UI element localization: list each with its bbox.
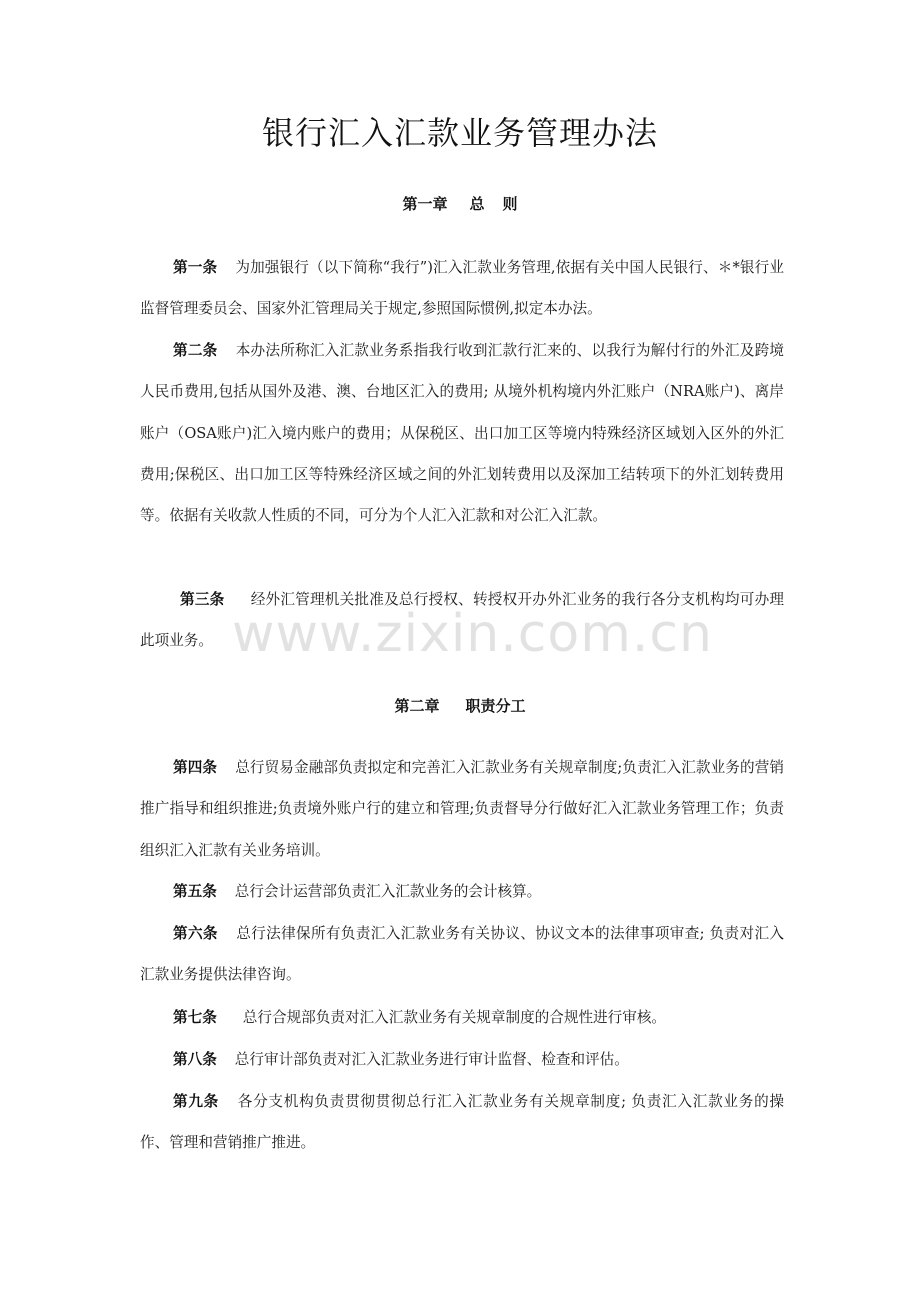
article-text: 总行法律保所有负责汇入汇款业务有关协议、协议文本的法律事项审查; 负责对汇入汇款业务提供法律咨询。 — [140, 925, 784, 984]
article-label: 第五条 — [173, 883, 217, 900]
article-3 — [140, 579, 784, 662]
watermark-text: www.zixin.com.cn — [232, 604, 713, 664]
article-label: 第八条 — [173, 1051, 217, 1068]
article-6 — [140, 913, 784, 996]
chapter-name-part: 总 — [469, 195, 485, 213]
article-text: 总行会计运营部负责汇入汇款业务的会计核算。 — [234, 883, 542, 900]
chapter-number: 第二章 — [394, 697, 440, 715]
article-label: 第九条 — [173, 1093, 220, 1110]
article-label: 第三条 — [180, 591, 225, 608]
article-label: 第七条 — [173, 1009, 217, 1026]
article-text: 各分支机构负责贯彻贯彻总行汇入汇款业务有关规章制度; 负责汇入汇款业务的操作、管理和营销推广推进。 — [140, 1093, 784, 1152]
chapter-heading-2 — [0, 695, 920, 716]
article-label: 第四条 — [173, 759, 218, 776]
chapter-name-part: 则 — [502, 195, 518, 213]
article-text: 经外汇管理机关批准及总行授权、转授权开办外汇业务的我行各分支机构均可办理此项业务。 — [140, 591, 784, 650]
article-5 — [140, 871, 784, 912]
article-text: 总行贸易金融部负责拟定和完善汇入汇款业务有关规章制度;负责汇入汇款业务的营销推广指导和组织推进;负责境外账户行的建立和管理;负责督导分行做好汇入汇款业务管理工作；负责组织汇入汇款有关业务培训。 — [140, 759, 784, 859]
article-label: 第一条 — [173, 259, 218, 276]
article-7 — [140, 997, 784, 1038]
article-8 — [140, 1039, 784, 1080]
chapter-number: 第一章 — [402, 195, 448, 213]
chapter-name: 职责分工 — [465, 697, 526, 715]
article-text: 总行审计部负责对汇入汇款业务进行审计监督、检查和评估。 — [234, 1051, 629, 1068]
article-2 — [140, 330, 784, 536]
article-text: 本办法所称汇入汇款业务系指我行收到汇款行汇来的、以我行为解付行的外汇及跨境人民币费用,包括从国外及港、澳、台地区汇入的费用; 从境外机构境内外汇账户（NRA账户)、离岸账户（OSA账户)汇入境内账户的费用；从保税区、出口加工区等境内特殊经济区域划入区外的外汇费用;保税区、出口加工区等特殊经济区域之间的外汇划转费用以及深加工结转项下的外汇划转费用等。依据有关收款人性质的不同，可分为个人汇入汇款和对公汇入汇款。 — [140, 342, 784, 525]
article-1 — [140, 247, 784, 330]
article-text: 总行合规部负责对汇入汇款业务有关规章制度的合规性进行审核。 — [242, 1009, 667, 1026]
article-9 — [140, 1081, 784, 1164]
article-label: 第六条 — [173, 925, 218, 942]
article-text: 为加强银行（以下简称“我行”)汇入汇款业务管理,依据有关中国人民银行、＊*银行业监督管理委员会、国家外汇管理局关于规定,参照国际惯例,拟定本办法。 — [140, 259, 784, 318]
article-label: 第二条 — [173, 342, 218, 359]
chapter-heading-1 — [0, 193, 920, 214]
document-title: 银行汇入汇款业务管理办法 — [261, 114, 658, 152]
article-4 — [140, 747, 784, 871]
